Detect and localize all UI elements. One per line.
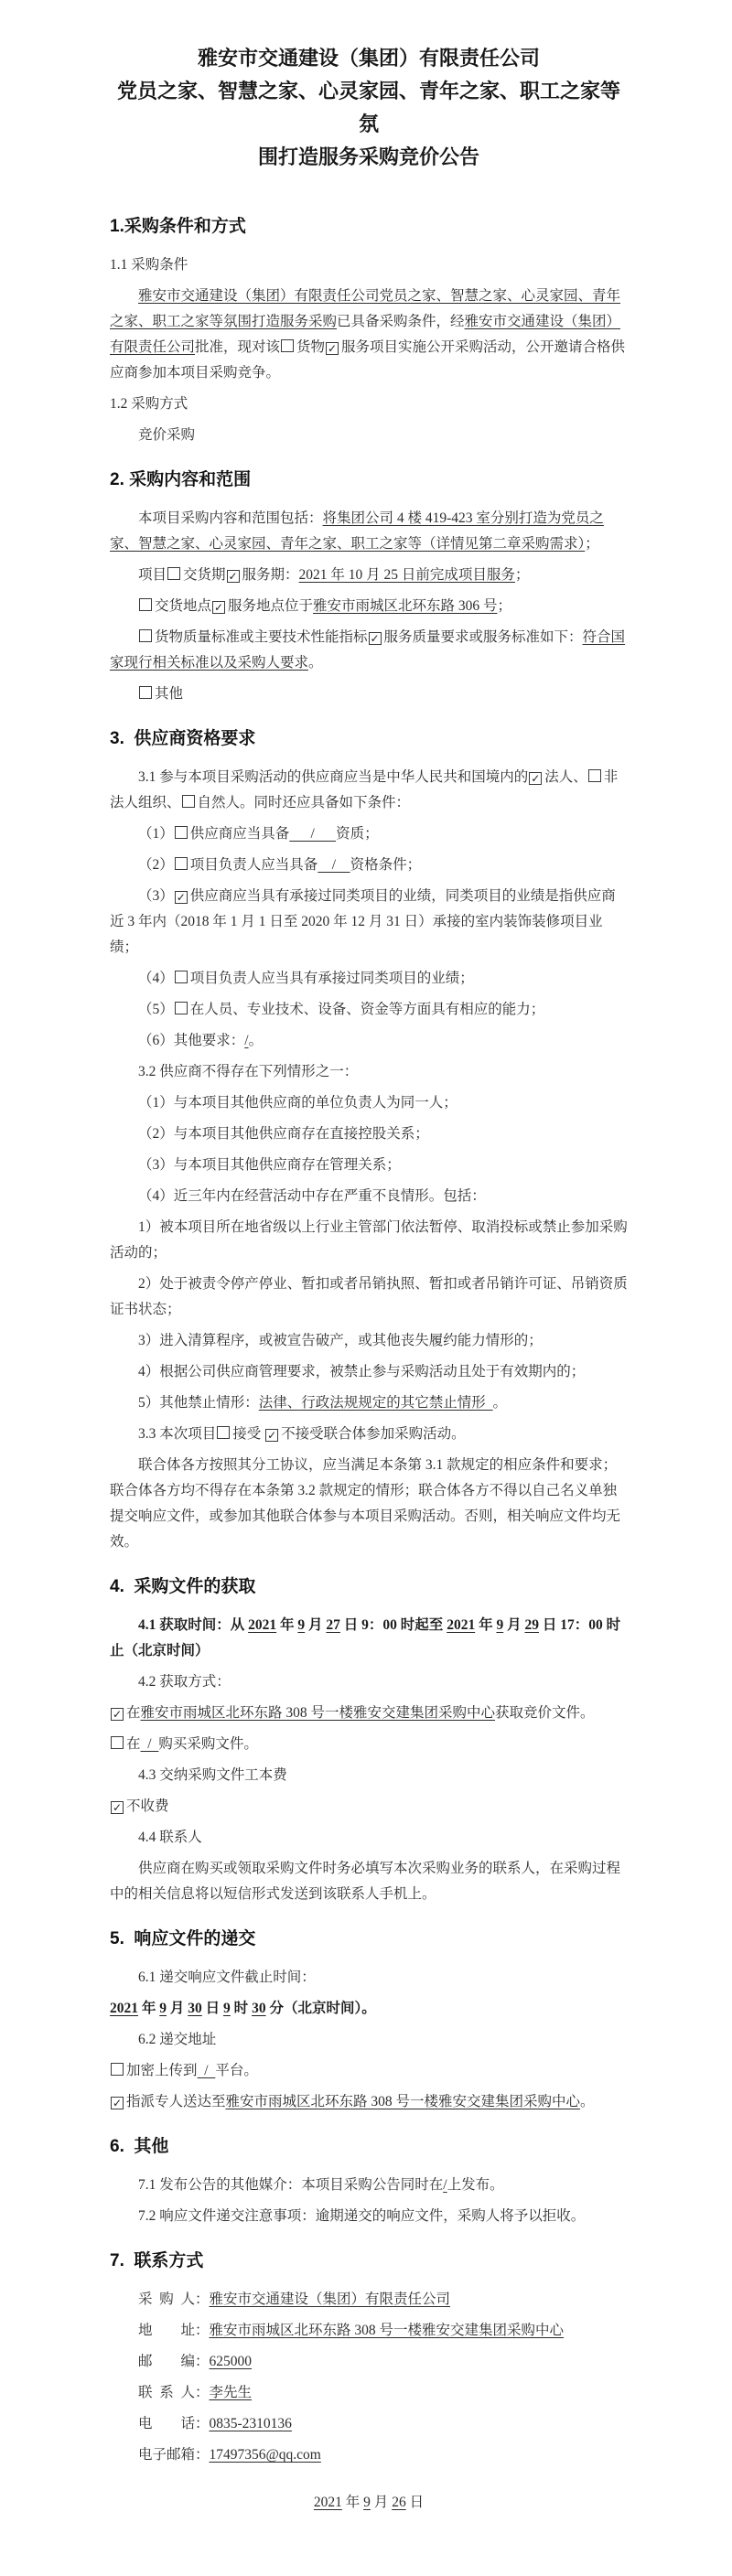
clause-3-2-sub-4 xyxy=(110,1359,628,1385)
text-segment: 供应商在购买或领取采购文件时务必填写本次采购业务的联系人，在采购过程中的相关信息将以短信形式发送到该联系人手机上。 xyxy=(110,1861,621,1902)
checkbox-checked-icon: ✓ xyxy=(213,601,224,614)
clause-1-1-label xyxy=(110,252,628,278)
text-segment: 年 xyxy=(138,2001,160,2016)
section-3-heading xyxy=(110,726,628,751)
text-segment: / xyxy=(289,826,337,842)
text-segment: 服务项目实施公开采购活动，公开邀请合格供应商参加本项目采购竞争。 xyxy=(110,339,626,381)
section-6-heading xyxy=(110,2134,628,2159)
text-segment: 4.3 交纳采购文件工本费 xyxy=(138,1767,287,1783)
checkbox-checked-icon: ✓ xyxy=(176,891,186,904)
text-segment: 9 xyxy=(223,2001,231,2016)
checkbox-unchecked-icon xyxy=(139,598,152,611)
text-segment: 7.1 发布公告的其他媒介：本项目采购公告同时在 xyxy=(138,2177,444,2193)
checkbox-checked-icon: ✓ xyxy=(328,342,338,355)
text-segment: 联 系 人： xyxy=(138,2385,210,2400)
checkbox-checked-icon: ✓ xyxy=(112,1801,123,1814)
text-segment: 3. 供应商资格要求 xyxy=(110,729,256,748)
text-segment: 党员之家、智慧之家、心灵家园、青年之家、职工之家等氛 xyxy=(116,80,620,135)
text-segment: 2021 年 10 月 25 日前完成项目服务 xyxy=(298,567,515,583)
text-segment: 符合国家现行相关标准以及采购人要求 xyxy=(110,629,626,671)
text-segment: 法律、行政法规规定的其它禁止情形 xyxy=(258,1395,493,1411)
text-segment: 雅安市雨城区北环东路 308 号一楼雅安交建集团采购中心 xyxy=(209,2323,565,2338)
text-segment: 项目 xyxy=(138,567,167,583)
text-segment: 货物质量标准或主要技术性能指标 xyxy=(155,629,368,645)
text-segment: 已具备采购条件，经 xyxy=(337,314,465,329)
clause-6-2 xyxy=(110,2027,628,2053)
checkbox-checked-icon: ✓ xyxy=(228,570,238,583)
text-segment: 本项目采购内容和范围包括： xyxy=(138,510,323,526)
text-segment: 4.2 获取方式： xyxy=(138,1674,231,1690)
text-segment: / xyxy=(443,2177,447,2193)
text-segment: 在人员、专业技术、设备、资金等方面具有相应的能力； xyxy=(189,1002,545,1017)
text-segment: 9 xyxy=(363,2495,371,2510)
text-segment: 2021 xyxy=(110,2001,138,2016)
text-segment: 7.2 响应文件递交注意事项：逾期递交的响应文件，采购人将予以拒收。 xyxy=(138,2208,586,2224)
section-1-heading xyxy=(110,214,628,239)
contact-purchaser xyxy=(110,2287,628,2313)
text-segment: （4）近三年内在经营活动中存在严重不良情形。包括： xyxy=(138,1188,486,1204)
text-segment: 资质； xyxy=(336,826,379,842)
text-segment: 供应商应当具有承接过同类项目的业绩，同类项目的业绩是指供应商近 3 年内（2018 年 1 月 1 日至 2020 年 12 月 31 日）承接的室内装饰装修项目业绩； xyxy=(110,888,616,955)
clause-7-1 xyxy=(110,2173,628,2198)
text-segment: 4）根据公司供应商管理要求，被禁止参与采购活动且处于有效期内的； xyxy=(138,1364,586,1379)
text-segment: 3）进入清算程序，或被宣告破产，或其他丧失履约能力情形的； xyxy=(138,1333,543,1348)
text-segment: 1）被本项目所在地省级以上行业主管部门依法暂停、取消投标或禁止参加采购活动的； xyxy=(110,1219,628,1261)
checkbox-unchecked-icon xyxy=(175,826,188,839)
text-segment: 26 xyxy=(392,2495,406,2510)
text-segment: 年 xyxy=(475,1617,497,1633)
checkbox-checked-icon: ✓ xyxy=(267,1429,277,1442)
clause-4-2-option-1 xyxy=(110,1701,628,1726)
text-segment: / xyxy=(244,1033,249,1048)
text-segment: 联合体各方按照其分工协议，应当满足本条第 3.1 款规定的相应条件和要求；联合体各方均不得存在本条第 3.2 款规定的情形；联合体各方不得以自己名义单独提交响应文件，或参加其他联合体参与本项目采购活动。否则，相关响应文件均无效。 xyxy=(110,1457,621,1550)
clause-4-2-option-2 xyxy=(110,1732,628,1757)
checkbox-unchecked-icon xyxy=(111,2063,124,2076)
text-segment: 供应商应当具备 xyxy=(189,826,290,842)
clause-3-2-item-1 xyxy=(110,1090,628,1116)
text-segment: 不收费 xyxy=(126,1798,169,1814)
text-segment: / xyxy=(318,857,350,873)
text-segment: 竞价采购 xyxy=(138,427,196,443)
clause-3-1-item-1 xyxy=(110,821,628,847)
text-segment: 时 xyxy=(230,2001,253,2016)
text-segment: 6.1 递交响应文件截止时间： xyxy=(138,1970,316,1985)
text-segment: 雅安市雨城区北环东路 306 号 xyxy=(313,598,498,614)
text-segment: 加密上传到 xyxy=(126,2063,198,2078)
checkbox-checked-icon: ✓ xyxy=(112,2097,123,2109)
section-7-heading xyxy=(110,2249,628,2273)
text-segment: （3） xyxy=(138,888,174,904)
text-segment: 雅安市交通建设（集团）有限责任公司 xyxy=(197,47,540,70)
text-segment: 29 xyxy=(524,1617,539,1633)
checkbox-checked-icon: ✓ xyxy=(370,632,380,645)
text-segment: 其他 xyxy=(155,686,184,702)
text-segment: ； xyxy=(585,536,599,552)
text-segment: 2021 xyxy=(447,1617,476,1633)
section-2-heading xyxy=(110,467,628,492)
text-segment: 4. 采购文件的获取 xyxy=(110,1577,256,1596)
text-segment: ； xyxy=(497,598,512,614)
text-segment: 9 xyxy=(496,1617,504,1633)
text-segment: 6.2 递交地址 xyxy=(138,2032,217,2047)
contact-phone xyxy=(110,2411,628,2437)
clause-1-1-body xyxy=(110,284,628,386)
text-segment: 0835-2310136 xyxy=(209,2416,292,2431)
clause-4-4 xyxy=(110,1825,628,1851)
clause-3-2-sub-1 xyxy=(110,1215,628,1266)
text-segment: / xyxy=(197,2063,216,2078)
text-segment: 3.3 本次项目 xyxy=(138,1426,217,1442)
text-segment: 获取竞价文件。 xyxy=(495,1705,595,1721)
announcement-date xyxy=(110,2490,628,2516)
text-segment: 日 17：00 时止（北京时间） xyxy=(110,1617,621,1658)
text-segment: 在 xyxy=(126,1705,141,1721)
text-segment: 采 购 人： xyxy=(138,2292,210,2307)
text-segment: （1） xyxy=(138,826,174,842)
clause-4-4-body xyxy=(110,1856,628,1907)
clause-3-1-item-4 xyxy=(110,966,628,992)
text-segment: 批准，现对该 xyxy=(195,339,281,355)
text-segment: 指派专人送达至 xyxy=(126,2094,226,2109)
checkbox-unchecked-icon xyxy=(175,1002,188,1014)
text-segment: 7. 联系方式 xyxy=(110,2251,204,2270)
text-segment: 9 xyxy=(297,1617,306,1633)
text-segment: 1.1 采购条件 xyxy=(110,257,188,273)
text-segment: 。 xyxy=(492,1395,508,1411)
text-segment: 资格条件； xyxy=(350,857,422,873)
clause-2-period xyxy=(110,563,628,588)
clause-3-3-body xyxy=(110,1453,628,1555)
text-segment: 雅安市雨城区北环东路 308 号一楼雅安交建集团采购中心 xyxy=(140,1705,496,1721)
text-segment: 30 xyxy=(252,2001,266,2016)
text-segment: 交货地点 xyxy=(155,598,212,614)
clause-3-1-item-3 xyxy=(110,884,628,961)
text-segment: 围打造服务采购竞价公告 xyxy=(257,145,479,168)
text-segment: （1）与本项目其他供应商的单位负责人为同一人； xyxy=(138,1095,458,1111)
contact-address xyxy=(110,2318,628,2344)
checkbox-unchecked-icon xyxy=(175,971,188,983)
clause-3-2-item-4 xyxy=(110,1184,628,1209)
clause-1-2-body xyxy=(110,423,628,448)
text-segment: 雅安市交通建设（集团）有限责任公司党员之家、智慧之家、心灵家园、青年之家、职工之家等氛围打造服务采购 xyxy=(110,288,621,329)
text-segment: 购买采购文件。 xyxy=(158,1736,258,1752)
checkbox-unchecked-icon xyxy=(139,629,152,642)
clause-1-2-label xyxy=(110,392,628,417)
text-segment: 不接受联合体参加采购活动。 xyxy=(281,1426,466,1442)
text-segment: 货物 xyxy=(296,339,326,355)
document-body xyxy=(110,42,628,2516)
clause-6-1 xyxy=(110,1965,628,1991)
text-segment: / xyxy=(140,1736,159,1752)
text-segment: 服务质量要求或服务标准如下： xyxy=(383,629,583,645)
text-segment: 2021 xyxy=(248,1617,277,1633)
text-segment: 1.2 采购方式 xyxy=(110,396,188,412)
checkbox-unchecked-icon xyxy=(217,1426,230,1439)
text-segment: 雅安市交通建设（集团）有限责任公司 xyxy=(209,2292,451,2307)
clause-4-1 xyxy=(110,1613,628,1664)
text-segment: （4） xyxy=(138,971,174,986)
text-segment: 服务期： xyxy=(242,567,299,583)
text-segment: 月 xyxy=(503,1617,525,1633)
text-segment: 2021 xyxy=(313,2495,342,2510)
text-segment: （2）与本项目其他供应商存在直接控股关系； xyxy=(138,1126,429,1142)
text-segment: 项目负责人应当具有承接过同类项目的业绩； xyxy=(189,971,474,986)
clause-3-1 xyxy=(110,765,628,816)
doc-title-line-2 xyxy=(110,75,628,141)
text-segment: 月 xyxy=(305,1617,327,1633)
doc-title-line-3 xyxy=(110,141,628,174)
text-segment: 3.2 供应商不得存在下列情形之一： xyxy=(138,1064,359,1079)
text-segment: 日 xyxy=(405,2495,425,2510)
text-segment: 自然人。同时还应具备如下条件： xyxy=(197,795,411,810)
clause-3-1-item-5 xyxy=(110,997,628,1023)
text-segment: 电 话： xyxy=(138,2416,210,2431)
text-segment: 9 xyxy=(159,2001,167,2016)
text-segment: 4.1 获取时间：从 xyxy=(138,1617,249,1633)
clause-4-3 xyxy=(110,1763,628,1788)
text-segment: 交货期 xyxy=(183,567,226,583)
text-segment: 27 xyxy=(326,1617,340,1633)
text-segment: ； xyxy=(514,567,530,583)
clause-2-other xyxy=(110,682,628,707)
text-segment: 非法人组织、 xyxy=(110,769,619,810)
clause-6-2-option-1 xyxy=(110,2058,628,2084)
text-segment: 日 9：00 时起至 xyxy=(339,1617,447,1633)
contact-postcode xyxy=(110,2349,628,2375)
text-segment: 项目负责人应当具备 xyxy=(189,857,318,873)
text-segment: 2）处于被责令停产停业、暂扣或者吊销执照、暂扣或者吊销许可证、吊销资质证书状态； xyxy=(110,1276,628,1317)
clause-3-2-sub-3 xyxy=(110,1328,628,1354)
section-5-heading xyxy=(110,1927,628,1951)
contact-email xyxy=(110,2442,628,2468)
text-segment: 将集团公司 4 楼 419-423 室分别打造为党员之家、智慧之家、心灵家园、青年之家、职工之家等（详情见第二章采购需求） xyxy=(110,510,604,552)
clause-4-3-option xyxy=(110,1794,628,1819)
clause-3-3 xyxy=(110,1422,628,1447)
text-segment: 。 xyxy=(248,1033,264,1048)
text-segment: 年 xyxy=(276,1617,298,1633)
text-segment: 6. 其他 xyxy=(110,2137,169,2156)
text-segment: （2） xyxy=(138,857,174,873)
text-segment: （6）其他要求： xyxy=(138,1033,245,1048)
text-segment: 625000 xyxy=(209,2354,253,2369)
text-segment: 月 xyxy=(167,2001,188,2016)
text-segment: 电子邮箱： xyxy=(138,2447,210,2463)
clause-6-2-option-2 xyxy=(110,2089,628,2115)
text-segment: （5） xyxy=(138,1002,174,1017)
checkbox-unchecked-icon xyxy=(139,686,152,699)
text-segment: 年 xyxy=(341,2495,364,2510)
checkbox-checked-icon: ✓ xyxy=(531,772,541,785)
text-segment: 2. 采购内容和范围 xyxy=(110,470,252,489)
text-segment: 。 xyxy=(580,2094,595,2109)
text-segment: 服务地点位于 xyxy=(228,598,314,614)
text-segment: 平台。 xyxy=(215,2063,258,2078)
clause-2-scope xyxy=(110,506,628,557)
text-segment: 雅安市雨城区北环东路 308 号一楼雅安交建集团采购中心 xyxy=(225,2094,581,2109)
text-segment: 邮 编： xyxy=(138,2354,210,2369)
checkbox-checked-icon: ✓ xyxy=(112,1708,123,1721)
text-segment: 法人、 xyxy=(544,769,587,785)
clause-6-1-deadline xyxy=(110,1996,628,2022)
text-segment: 地 址： xyxy=(138,2323,210,2338)
checkbox-unchecked-icon xyxy=(167,567,180,580)
text-segment: 4.4 联系人 xyxy=(138,1830,202,1845)
clause-2-location xyxy=(110,594,628,619)
text-segment: 李先生 xyxy=(209,2385,253,2400)
text-segment: 5）其他禁止情形： xyxy=(138,1395,259,1411)
text-segment: 在 xyxy=(126,1736,141,1752)
section-4-heading xyxy=(110,1574,628,1599)
text-segment: 雅安市交通建设（集团）有限责任公司 xyxy=(110,314,621,355)
text-segment: 分（北京时间）。 xyxy=(265,2001,376,2016)
clause-3-1-item-2 xyxy=(110,853,628,878)
text-segment: 17497356@qq.com xyxy=(209,2447,321,2463)
clause-3-2-sub-5 xyxy=(110,1390,628,1416)
checkbox-unchecked-icon xyxy=(182,795,195,808)
checkbox-unchecked-icon xyxy=(588,769,601,782)
text-segment: 日 xyxy=(201,2001,224,2016)
text-segment: （3）与本项目其他供应商存在管理关系； xyxy=(138,1157,401,1173)
clause-7-2 xyxy=(110,2204,628,2229)
contact-person xyxy=(110,2380,628,2406)
checkbox-unchecked-icon xyxy=(111,1736,124,1749)
text-segment: 接受 xyxy=(232,1426,265,1442)
checkbox-unchecked-icon xyxy=(175,857,188,870)
clause-3-1-item-6 xyxy=(110,1028,628,1054)
clause-4-2 xyxy=(110,1669,628,1695)
doc-title-line-1 xyxy=(110,42,628,75)
clause-3-2 xyxy=(110,1059,628,1085)
text-segment: 。 xyxy=(308,655,323,671)
text-segment: 5. 响应文件的递交 xyxy=(110,1929,256,1948)
clause-3-2-sub-2 xyxy=(110,1272,628,1323)
clause-2-quality xyxy=(110,625,628,676)
text-segment: 1.采购条件和方式 xyxy=(110,217,246,236)
checkbox-unchecked-icon xyxy=(281,339,294,352)
text-segment: 上发布。 xyxy=(447,2177,504,2193)
text-segment: 3.1 参与本项目采购活动的供应商应当是中华人民共和国境内的 xyxy=(138,769,529,785)
text-segment: 30 xyxy=(188,2001,202,2016)
clause-3-2-item-2 xyxy=(110,1122,628,1147)
text-segment: 月 xyxy=(370,2495,393,2510)
clause-3-2-item-3 xyxy=(110,1153,628,1178)
